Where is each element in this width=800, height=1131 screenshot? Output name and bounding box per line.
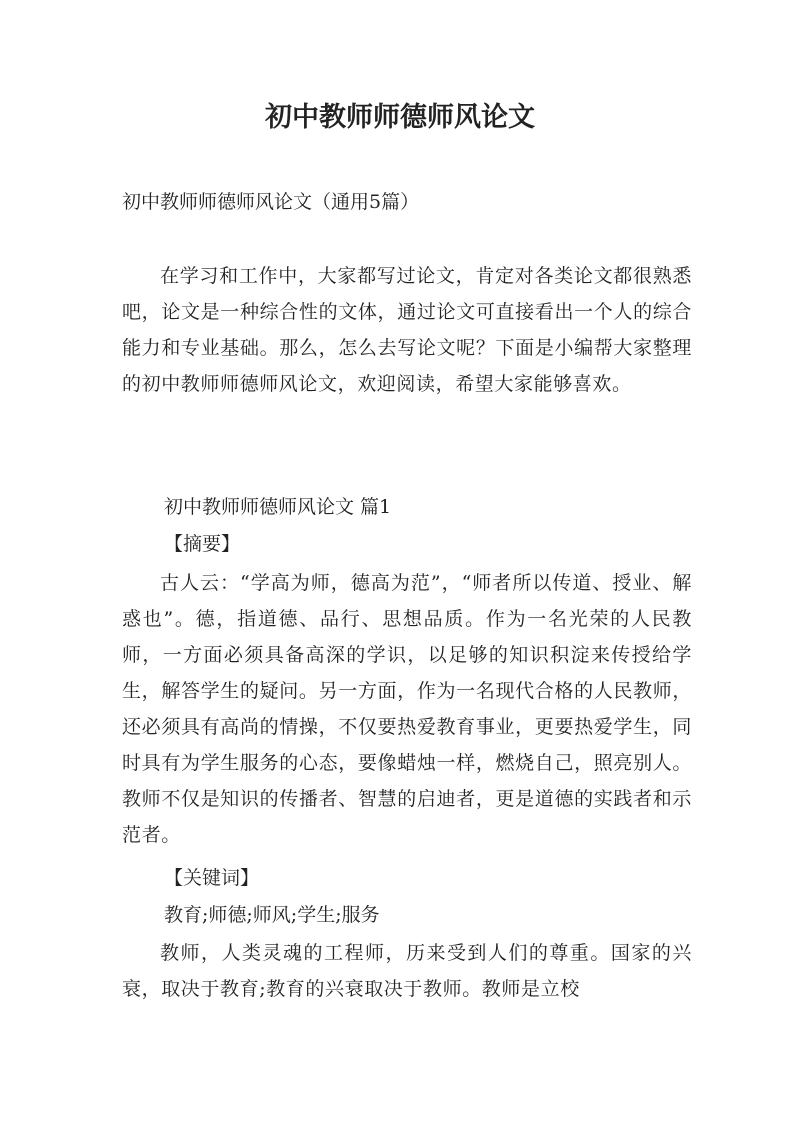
body-paragraph: 教师，人类灵魂的工程师，历来受到人们的尊重。国家的兴衰，取决于教育;教育的兴衰取决于教师。教师是立校 [122,942,692,1000]
abstract-label: 【摘要】 [164,533,241,555]
document-title: 初中教师师德师风论文 [265,102,535,133]
intro-paragraph: 在学习和工作中，大家都写过论文，肯定对各类论文都很熟悉吧，论文是一种综合性的文体，通过论文可直接看出一个人的综合能力和专业基础。那么，怎么去写论文呢？下面是小编帮大家整理的初中教师师德师风论文，欢迎阅读，希望大家能够喜欢。 [122,265,692,395]
keywords-text: 教育;师德;师风;学生;服务 [164,904,380,926]
document-subtitle: 初中教师师德师风论文（通用5篇） [122,191,420,213]
abstract-paragraph: 古人云：“学高为师，德高为范”，“师者所以传道、授业、解惑也”。德，指道德、品行、思想品质。作为一名光荣的人民教师，一方面必须具备高深的学识，以足够的知识积淀来传授给学生，解答学生的疑问。另一方面，作为一名现代合格的人民教师，还必须具有高尚的情操，不仅要热爱教育事业，更要热爱学生，同时具有为学生服务的心态，要像蜡烛一样，燃烧自己，照亮别人。教师不仅是知识的传播者、智慧的启迪者，更是道德的实践者和示范者。 [122,572,692,846]
section-heading: 初中教师师德师风论文 篇1 [164,496,392,518]
keywords-label: 【关键词】 [164,867,260,889]
